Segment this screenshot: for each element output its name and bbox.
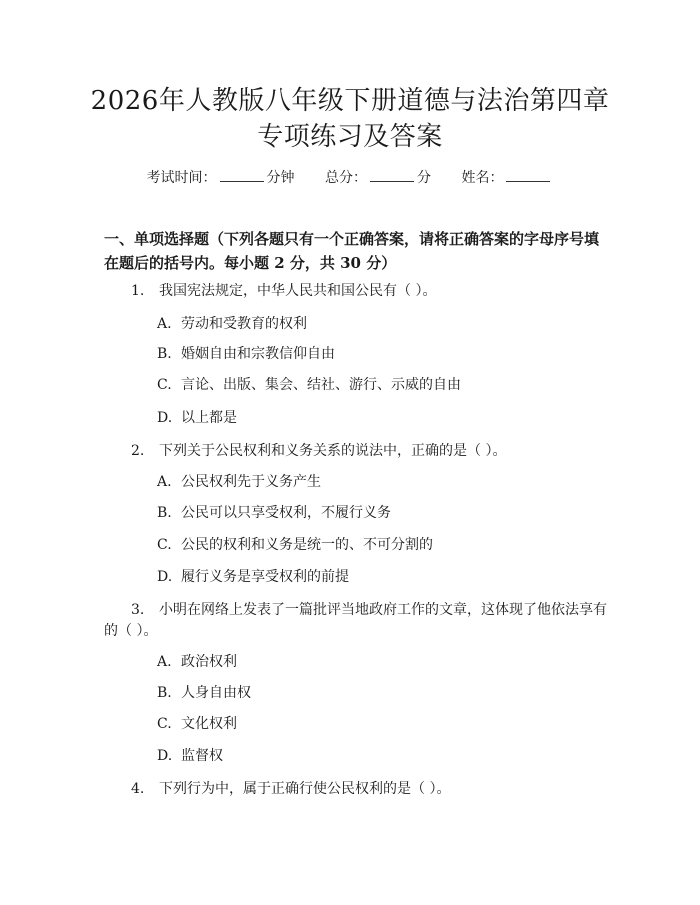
question-3-option-d (157, 746, 223, 766)
question-2-option-a (157, 472, 321, 492)
question-4-stem (131, 779, 621, 799)
option-letter: B. (157, 685, 172, 701)
total-score-unit: 分 (417, 170, 431, 186)
document-subtitle: 专项练习及答案 (257, 122, 443, 152)
option-text: 文化权利 (181, 716, 237, 732)
option-text: 公民权利先于义务产生 (181, 474, 321, 490)
question-2-option-d (157, 567, 349, 587)
option-letter: B. (157, 346, 172, 362)
question-1-stem (131, 281, 621, 301)
section-heading: 一、单项选择题（下列各题只有一个正确答案，请将正确答案的字母序号填在题后的括号内。每小题 2 分，共 30 分） (104, 230, 600, 272)
document-title: 2026年人教版八年级下册道德与法治第四章 (90, 86, 610, 116)
option-letter: A. (157, 474, 172, 490)
student-name-label: 姓名： (461, 170, 504, 186)
question-text: 我国宪法规定，中华人民共和国公民有（ ）。 (159, 283, 437, 299)
total-score-label: 总分： (325, 170, 367, 186)
option-letter: A. (157, 316, 172, 332)
option-text: 言论、出版、集会、结社、游行、示威的自由 (181, 377, 461, 393)
question-text-line-1: 小明在网络上发表了一篇批评当地政府工作的文章，这体现了他依法享有 (159, 602, 607, 618)
option-text: 履行义务是享受权利的前提 (181, 569, 349, 585)
question-3-stem-continued (104, 621, 304, 641)
option-text: 公民的权利和义务是统一的、不可分割的 (181, 537, 433, 553)
question-1-option-b (157, 344, 335, 364)
student-name-blank (506, 167, 550, 182)
exam-time-unit: 分钟 (266, 170, 295, 186)
exam-time-label: 考试时间： (146, 170, 217, 186)
exam-time-field (147, 167, 295, 188)
option-letter: B. (157, 505, 172, 521)
option-text: 监督权 (181, 748, 223, 764)
option-text: 人身自由权 (181, 685, 251, 701)
option-text: 政治权利 (181, 654, 237, 670)
option-text: 公民可以只享受权利，不履行义务 (181, 505, 391, 521)
option-text: 劳动和受教育的权利 (181, 316, 307, 332)
option-letter: D. (157, 748, 173, 764)
option-letter: C. (157, 716, 172, 732)
question-number: 4. (131, 781, 145, 797)
student-name-field (461, 167, 553, 188)
option-letter: A. (157, 654, 172, 670)
question-1-option-d (157, 408, 237, 428)
total-score-blank (370, 167, 414, 182)
question-number: 3. (131, 602, 145, 618)
question-3-option-b (157, 683, 251, 703)
question-number: 2. (131, 443, 145, 459)
question-3-option-c (157, 714, 237, 734)
question-2-option-c (157, 535, 433, 555)
question-text: 下列关于公民权利和义务关系的说法中，正确的是（ ）。 (159, 443, 507, 459)
question-2-option-b (157, 503, 391, 523)
question-3-option-a (157, 652, 237, 672)
question-2-stem (131, 441, 621, 461)
question-number: 1. (131, 283, 145, 299)
option-letter: D. (157, 410, 173, 426)
option-letter: D. (157, 569, 173, 585)
question-text-line-2: 的（ ）。 (104, 623, 158, 639)
option-text: 以上都是 (181, 410, 237, 426)
question-3-stem (131, 600, 611, 620)
exam-info (0, 167, 700, 188)
option-letter: C. (157, 377, 172, 393)
question-text: 下列行为中，属于正确行使公民权利的是（ ）。 (159, 781, 451, 797)
question-1-option-a (157, 314, 307, 334)
question-1-option-c (157, 375, 461, 395)
total-score-field (325, 167, 431, 188)
option-letter: C. (157, 537, 172, 553)
exam-time-blank (220, 167, 264, 182)
option-text: 婚姻自由和宗教信仰自由 (181, 346, 335, 362)
